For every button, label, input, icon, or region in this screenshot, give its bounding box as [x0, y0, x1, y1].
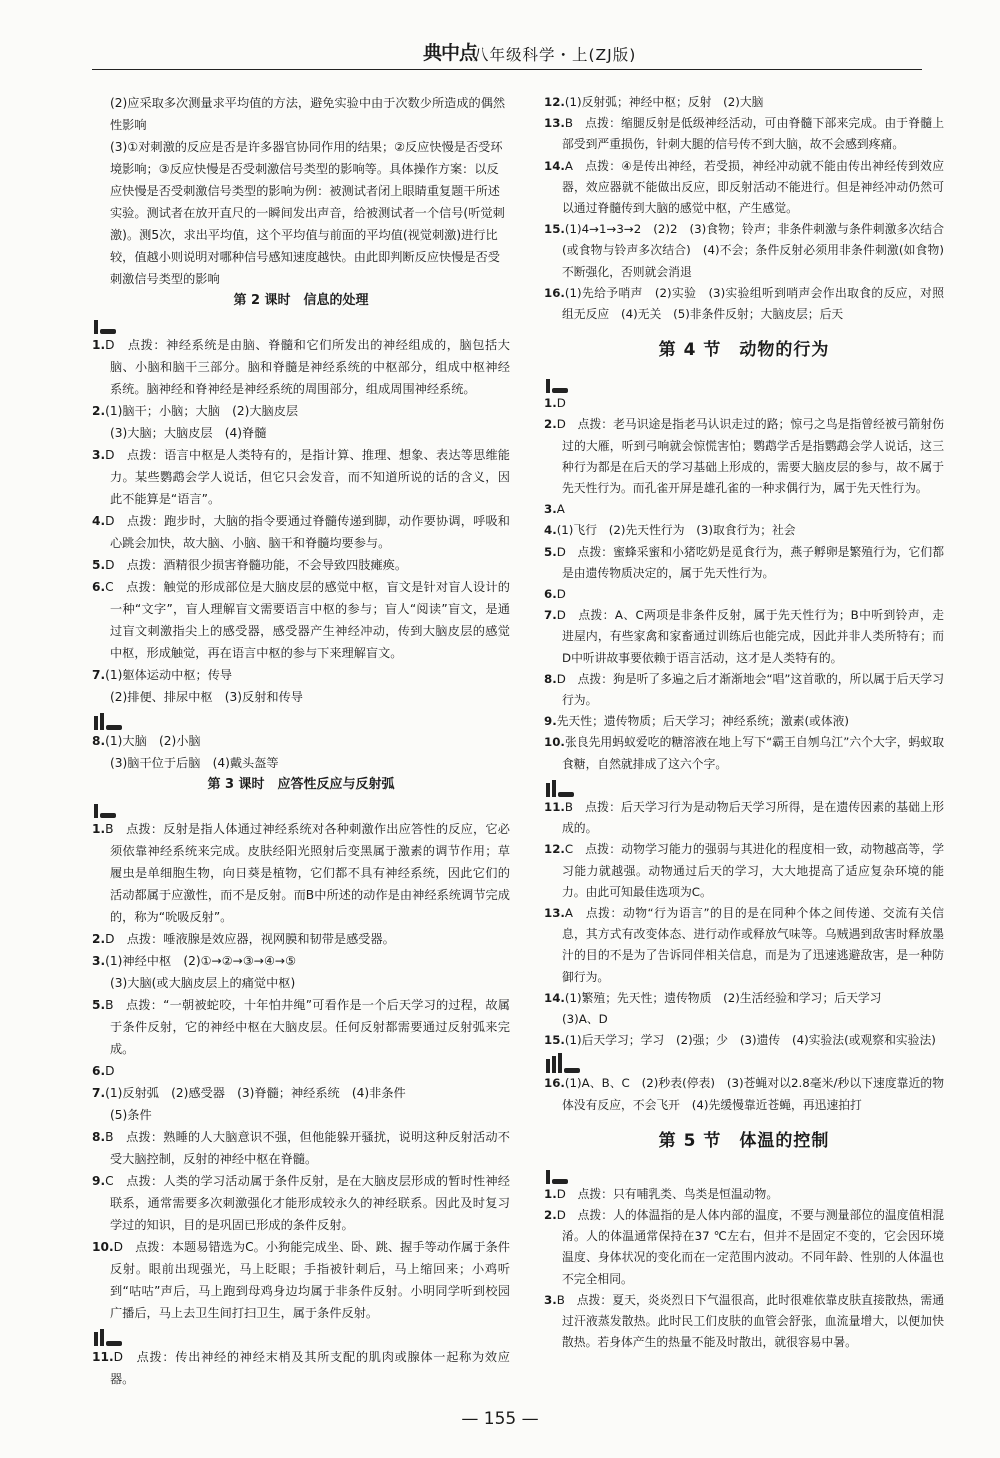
difficulty-level-icon	[92, 796, 510, 818]
answer-text: D 点拨：人的体温指的是人体内部的温度，不要与测量部位的温度值相混淆。人的体温通常保持在37 ℃左右，但并不是固定不变的，它会因环境温度、身体状况的变化而在一定范围内波动。不同年龄、性别的人体温也不完全相同。	[556, 1207, 944, 1286]
answer-text: (1)反射弧；神经中枢；反射 (2)大脑	[564, 95, 764, 109]
answer-text: A 点拨：④是传出神经，若受损，神经冲动就不能由传出神经传到效应器，效应器就不能做出反应，即反射活动不能进行。但是神经冲动仍然可以通过脊髓传到大脑的感觉中枢，产生感觉。	[562, 158, 944, 216]
answer-text: D 点拨：只有哺乳类、鸟类是恒温动物。	[556, 1186, 779, 1201]
answer-text: (1)躯体运动中枢；传导	[105, 668, 233, 682]
answer-text: D	[105, 1064, 115, 1078]
item-number: 4.	[92, 514, 106, 528]
left-column	[92, 92, 510, 1390]
answer-text: (1)4→1→3→2 (2)2 (3)食物；铃声；非条件刺激与条件刺激多次结合(或食物与铃声多次结合) (4)不会；条件反射必须用非条件刺激(如食物)不断强化，否则就会消退	[562, 222, 944, 279]
answer-text: D 点拨：跑步时，大脑的指令要通过脊髓传递到脚，动作要协调，呼吸和心跳会加快，故大脑、小脑、脑干和脊髓均要参与。	[105, 514, 510, 550]
item-number: 2.	[92, 932, 106, 946]
answer-item	[544, 584, 944, 605]
item-number: 15.	[544, 1033, 565, 1048]
answer-item	[544, 414, 944, 499]
answer-item	[544, 732, 944, 774]
item-number: 2.	[544, 1207, 557, 1222]
page-number: — 155 —	[461, 1409, 539, 1429]
answer-item	[544, 797, 944, 839]
answer-item	[92, 1236, 510, 1324]
answer-text: (1)繁殖；先天性；遗传物质 (2)生活经验和学习；后天学习	[564, 990, 882, 1005]
answer-text: (1)脑干；小脑；大脑 (2)大脑皮层	[105, 404, 299, 418]
answer-item	[544, 520, 944, 541]
answer-item	[92, 400, 510, 422]
item-number: 7.	[92, 1086, 106, 1100]
item-number: 10.	[544, 735, 565, 750]
answer-text: B 点拨：夏天，炎炎烈日下气温很高，此时很难依靠皮肤直接散热，需通过汗液蒸发散热。此时民工们皮肤的血管会舒张，血流量增大，以便加快散热。若身体产生的热量不能及时散出，就很容易中暑。	[556, 1292, 944, 1350]
difficulty-level-icon	[92, 312, 510, 334]
answer-subline: (3)①对刺激的反应是否是许多器官协同作用的结果；②反应快慢是否受环境影响；③反应快慢是否受刺激信号类型的影响等。具体操作方案：以反应快慢是否受刺激信号类型的影响为例：被测试者闭上眼睛重复题干所述实验。测试者在放开直尺的一瞬间发出声音，给被测试者一个信号(听觉刺激)。测5次，求出平均值，这个平均值与前面的平均值(视觉刺激)进行比较，值越小则说明对哪种信号感知速度越快。由此即判断反应快慢是否受刺激信号类型的影响	[110, 140, 505, 286]
answer-text: D 点拨：狗是听了多遍之后才渐渐地会“唱”这首歌的，所以属于后天学习行为。	[556, 671, 944, 708]
answer-item	[92, 510, 510, 554]
answer-text: (1)大脑 (2)小脑	[105, 734, 201, 748]
item-number: 4.	[544, 523, 557, 538]
difficulty-level-icon	[544, 775, 944, 797]
answer-item	[544, 393, 944, 414]
lesson-heading: 第 3 课时 应答性反应与反射弧	[207, 777, 395, 792]
answer-item	[544, 1030, 944, 1051]
answer-item	[544, 156, 944, 220]
answer-item	[544, 605, 944, 669]
answer-item	[92, 818, 510, 928]
lesson-heading: 第 2 课时 信息的处理	[233, 293, 369, 308]
answer-subline: (5)条件	[110, 1108, 152, 1122]
answer-item	[92, 950, 510, 972]
answer-item	[544, 903, 944, 988]
item-number: 2.	[92, 404, 106, 418]
item-number: 1.	[544, 1186, 557, 1201]
section-heading: 第 5 节 体温的控制	[658, 1130, 830, 1151]
answer-text: A 点拨：动物“行为语言”的目的是在同种个体之间传递、交流有关信息，其方式有改变体态、进行动作或释放气味等。乌贼遇到敌害时释放墨汁的目的不是为了告诉同伴相关信息，而是为了迅速逃避敌害，是一种防御行为。	[562, 905, 944, 984]
section-heading: 第 4 节 动物的行为	[658, 340, 830, 361]
answer-item	[92, 664, 510, 686]
header-rule	[92, 69, 922, 70]
answer-subline: (2)排便、排尿中枢 (3)反射和传导	[110, 690, 303, 704]
answer-item	[92, 1082, 510, 1104]
answer-text: (1)A、B、C (2)秒表(停表) (3)苍蝇对以2.8毫米/秒以下速度靠近的物体没有反应，不会飞开 (4)先缓慢靠近苍蝇，再迅速拍打	[562, 1076, 944, 1112]
answer-text: (1)神经中枢 (2)①→②→③→④→⑤	[105, 954, 297, 968]
answer-subline: (3)大脑；大脑皮层 (4)脊髓	[110, 426, 267, 440]
answer-item	[544, 499, 944, 520]
item-number: 13.	[544, 116, 565, 131]
item-number: 11.	[544, 799, 565, 814]
item-number: 12.	[544, 95, 565, 109]
answer-text: D	[556, 587, 566, 602]
answer-item	[544, 1290, 944, 1354]
answer-text: (1)反射弧 (2)感受器 (3)脊髓；神经系统 (4)非条件	[105, 1086, 406, 1100]
item-number: 14.	[544, 158, 565, 173]
answer-text: D 点拨：酒精很少损害脊髓功能，不会导致四肢瘫痪。	[105, 558, 408, 572]
item-number: 2.	[544, 417, 557, 432]
item-number: 5.	[544, 544, 557, 559]
answer-item	[544, 669, 944, 711]
answer-text: D	[556, 396, 566, 411]
item-number: 7.	[92, 668, 106, 682]
answer-text: B 点拨：“一朝被蛇咬，十年怕井绳”可看作是一个后天学习的过程，故属于条件反射，它的神经中枢在大脑皮层。任何反射都需要通过反射弧来完成。	[105, 998, 510, 1056]
item-number: 13.	[544, 905, 565, 920]
item-number: 1.	[92, 338, 106, 352]
answer-item	[92, 994, 510, 1060]
item-number: 6.	[544, 587, 557, 602]
answer-item	[92, 576, 510, 664]
item-number: 5.	[92, 998, 106, 1012]
answer-item	[92, 1170, 510, 1236]
item-number: 1.	[544, 396, 557, 411]
item-number: 3.	[92, 954, 106, 968]
answer-text: (1)飞行 (2)先天性行为 (3)取食行为；社会	[556, 523, 796, 538]
item-number: 6.	[92, 580, 106, 594]
answer-item	[544, 219, 944, 283]
answer-subline: (3)脑干位于后脑 (4)戴头盔等	[110, 756, 279, 770]
item-number: 3.	[544, 502, 557, 517]
answer-item	[92, 444, 510, 510]
answer-item	[544, 839, 944, 903]
answer-item	[92, 1126, 510, 1170]
item-number: 3.	[92, 448, 106, 462]
answer-text: (1)后天学习；学习 (2)强；少 (3)遗传 (4)实验法(或观察和实验法)	[564, 1033, 936, 1048]
difficulty-level-icon	[544, 1162, 944, 1184]
answer-text: 先天性；遗传物质；后天学习；神经系统；激素(或体液)	[556, 714, 850, 729]
answer-text: D 点拨：本题易错选为C。小狗能完成坐、卧、跳、握手等动作属于条件反射。眼前出现强光，马上眨眼；手指被针刺后，马上缩回来；小鸡听到“咕咕”声后，马上跑到母鸡身边均属于非条件反射。小明同学听到校园广播后，马上去卫生间打扫卫生，属于条件反射。	[110, 1240, 510, 1320]
answer-subline: (3)A、D	[562, 1011, 608, 1026]
difficulty-level-icon	[92, 708, 510, 730]
page-header	[0, 38, 1000, 70]
item-number: 8.	[92, 734, 106, 748]
answer-text: D 点拨：蜜蜂采蜜和小猪吃奶是觅食行为，燕子孵卵是繁殖行为，它们都是由遗传物质决定的，属于先天性行为。	[556, 544, 944, 580]
answer-item	[544, 711, 944, 732]
answer-item	[544, 542, 944, 584]
answer-item	[92, 1346, 510, 1390]
answer-text: B 点拨：缩腿反射是低级神经活动，可由脊髓下部来完成。由于脊髓上部受到严重损伤，针刺大腿的信号传不到大脑，故不会感到疼痛。	[562, 116, 944, 152]
item-number: 8.	[92, 1130, 106, 1144]
right-column	[544, 92, 944, 1353]
answer-item	[544, 283, 944, 325]
item-number: 16.	[544, 285, 565, 300]
answer-item	[92, 554, 510, 576]
answer-text: 张良先用蚂蚁爱吃的糖溶液在地上写下“霸王自刎乌江”六个大字，蚂蚁取食糖，自然就排成了这六个字。	[562, 735, 944, 771]
answer-text: D 点拨：A、C两项是非条件反射，属于先天性行为；B中听到铃声，走进屋内，有些家禽和家畜通过训练后也能完成，因此并非人类所特有；而D中听讲故事要依赖于语言活动，这才是人类特有的。	[556, 608, 944, 665]
answer-text: D 点拨：语言中枢是人类特有的，是指计算、推理、想象、表达等思维能力。某些鹦鹉会学人说话，但它只会发音，而不知道所说的话的含义，因此不能算是“语言”。	[105, 448, 510, 506]
item-number: 15.	[544, 222, 565, 237]
item-number: 8.	[544, 671, 557, 686]
item-number: 1.	[92, 822, 106, 836]
answer-item	[92, 1060, 510, 1082]
item-number: 14.	[544, 990, 565, 1005]
book-title: 八年级科学・上(ZJ版)	[473, 46, 637, 64]
difficulty-level-icon	[544, 1051, 944, 1073]
item-number: 12.	[544, 842, 565, 857]
answer-subline: (2)应采取多次测量求平均值的方法，避免实验中由于次数少所造成的偶然性影响	[110, 96, 506, 132]
answer-text: B 点拨：后天学习行为是动物后天学习所得，是在遗传因素的基础上形成的。	[562, 799, 944, 836]
answer-subline: (3)大脑(或大脑皮层上的痛觉中枢)	[110, 976, 296, 990]
item-number: 11.	[92, 1350, 114, 1364]
answer-item	[544, 1073, 944, 1115]
item-number: 5.	[92, 558, 106, 572]
answer-text: A	[556, 502, 565, 517]
item-number: 16.	[544, 1076, 565, 1091]
brand-logo: 典中点	[423, 42, 478, 64]
answer-text: C 点拨：触觉的形成部位是大脑皮层的感觉中枢，盲文是针对盲人设计的一种“文字”，盲人理解盲文需要语言中枢的参与；盲人“阅读”盲文，是通过盲文刺激指尖上的感受器，感受器产生神经冲动，传到大脑皮层的感觉中枢，形成触觉，再在语言中枢的参与下来理解盲文。	[105, 580, 510, 660]
answer-text: D 点拨：老马识途是指老马认识走过的路；惊弓之鸟是指曾经被弓箭射伤过的大雁，听到弓响就会惊慌害怕；鹦鹉学舌是指鹦鹉会学人说话，这三种行为都是在后天的学习基础上形成的，需要大脑皮层的参与，故不属于先天性行为。而孔雀开屏是雄孔雀的一种求偶行为，属于先天性行为。	[556, 417, 944, 496]
answer-item	[544, 1205, 944, 1290]
item-number: 9.	[544, 714, 557, 729]
item-number: 3.	[544, 1292, 557, 1307]
answer-item	[92, 928, 510, 950]
answer-text: D 点拨：唾液腺是效应器，视网膜和韧带是感受器。	[105, 932, 395, 946]
answer-item	[544, 92, 944, 113]
answer-item	[92, 334, 510, 400]
item-number: 6.	[92, 1064, 106, 1078]
item-number: 7.	[544, 608, 557, 623]
answer-text: B 点拨：熟睡的人大脑意识不强，但他能躲开骚扰，说明这种反射活动不受大脑控制，反射的神经中枢在脊髓。	[105, 1130, 510, 1166]
answer-text: (1)先给予哨声 (2)实验 (3)实验组听到哨声会作出取食的反应，对照组无反应 (4)无关 (5)非条件反射；大脑皮层；后天	[562, 285, 944, 322]
answer-item	[92, 730, 510, 752]
answer-text: D 点拨：传出神经的神经末梢及其所支配的肌肉或腺体一起称为效应器。	[110, 1350, 510, 1386]
answer-text: B 点拨：反射是指人体通过神经系统对各种刺激作出应答性的反应，它必须依靠神经系统来完成。皮肤经阳光照射后变黑属于激素的调节作用；草履虫是单细胞生物，向日葵是植物，它们都不具有神经系统，因此它们的活动都属于应激性，而不是反射。而B中所述的动作是由神经系统调节完成的，称为“吮吸反射”。	[105, 822, 510, 924]
answer-text: D 点拨：神经系统是由脑、脊髓和它们所发出的神经组成的，脑包括大脑、小脑和脑干三部分。脑和脊髓是神经系统的中枢部分，组成中枢神经系统。脑神经和脊神经是神经系统的周围部分，组成周围神经系统。	[105, 338, 510, 396]
answer-item	[544, 1184, 944, 1205]
answer-item	[544, 988, 944, 1009]
answer-text: C 点拨：动物学习能力的强弱与其进化的程度相一致，动物越高等，学习能力就越强。动物通过后天的学习，大大地提高了适应复杂环境的能力。由此可知最佳选项为C。	[562, 842, 944, 899]
difficulty-level-icon	[92, 1324, 510, 1346]
answer-item	[544, 113, 944, 155]
item-number: 9.	[92, 1174, 106, 1188]
difficulty-level-icon	[544, 371, 944, 393]
answer-text: C 点拨：人类的学习活动属于条件反射，是在大脑皮层形成的暂时性神经联系，通常需要多次刺激强化才能形成较永久的神经联系。因此及时复习学过的知识，目的是巩固已形成的条件反射。	[105, 1174, 510, 1232]
item-number: 10.	[92, 1240, 114, 1254]
